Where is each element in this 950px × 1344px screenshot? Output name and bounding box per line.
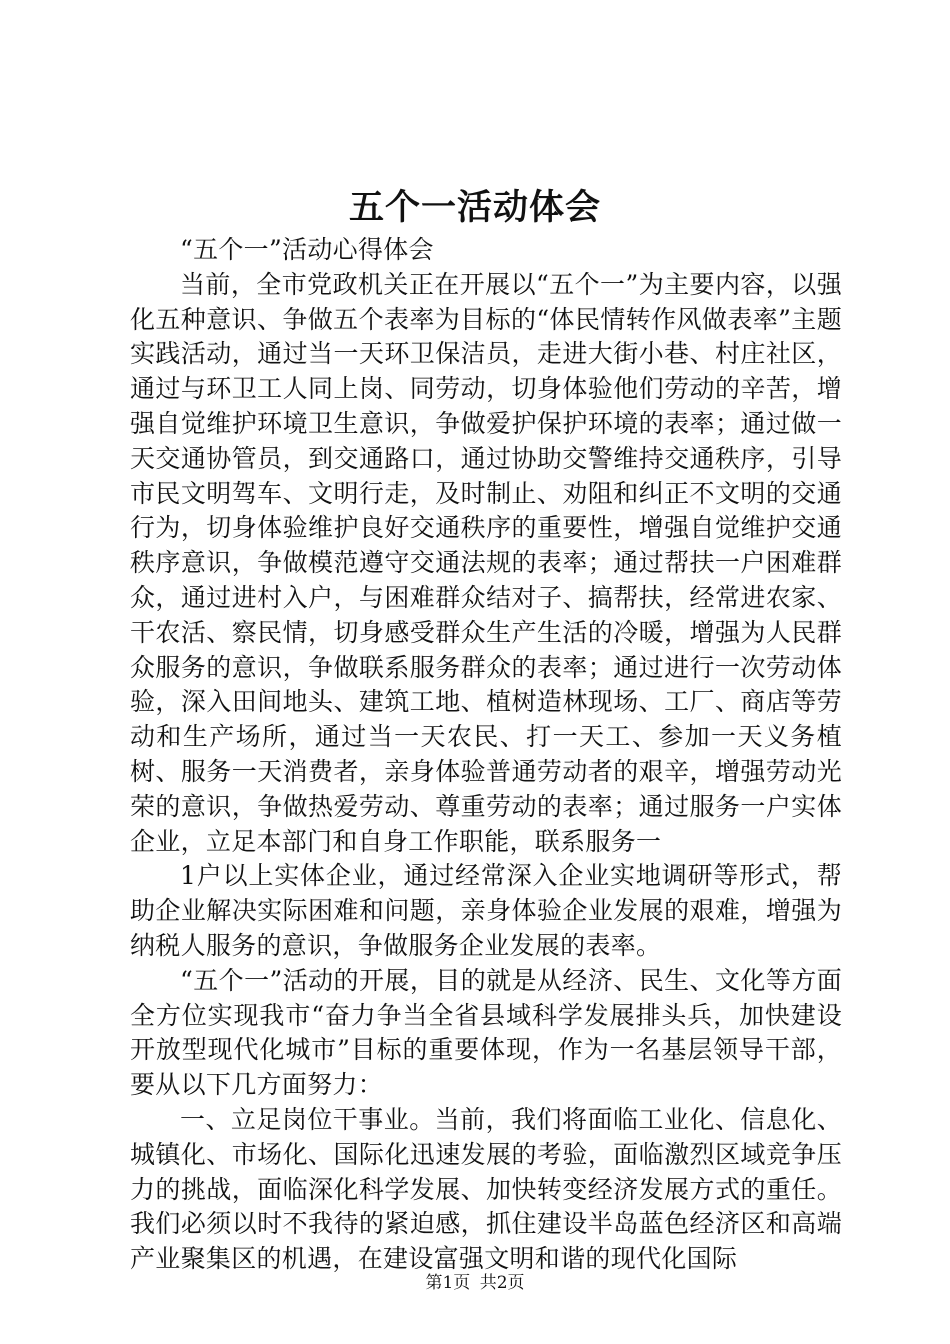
page-number: 第1页 xyxy=(425,1273,471,1293)
document-subtitle: “五个一”活动心得体会 xyxy=(180,235,434,264)
page-total: 共2页 xyxy=(479,1273,525,1293)
paragraph: “五个一”活动的开展，目的就是从经济、民生、文化等方面全方位实现我市“奋力争当全省县域科学发展排头兵，加快建设开放型现代化城市”目标的重要体现，作为一名基层领导干部，要从以下几方面努力： xyxy=(130,965,842,1100)
paragraph: 1户以上实体企业，通过经常深入企业实地调研等形式，帮助企业解决实际困难和问题，亲身体验企业发展的艰难，增强为纳税人服务的意识，争做服务企业发展的表率。 xyxy=(130,861,842,960)
paragraph: 当前，全市党政机关正在开展以“五个一”为主要内容，以强化五种意识、争做五个表率为目标的“体民情转作风做表率”主题实践活动，通过当一天环卫保洁员，走进大街小巷、村庄社区，通过与环卫工人同上岗、同劳动，切身体验他们劳动的辛苦，增强自觉维护环境卫生意识，争做爱护保护环境的表率；通过做一天交通协管员，到交通路口，通过协助交警维持交通秩序，引导市民文明驾车、文明行走，及时制止、劝阻和纠正不文明的交通行为，切身体验维护良好交通秩序的重要性，增强自觉维护交通秩序意识，争做模范遵守交通法规的表率；通过帮扶一户困难群众，通过进村入户，与困难群众结对子、搞帮扶，经常进农家、干农活、察民情，切身感受群众生产生活的冷暖，增强为人民群众服务的意识，争做联系服务群众的表率；通过进行一次劳动体验，深入田间地头、建筑工地、植树造林现场、工厂、商店等劳动和生产场所，通过当一天农民、打一天工、参加一天义务植树、服务一天消费者，亲身体验普通劳动者的艰辛，增强劳动光荣的意识，争做热爱劳动、尊重劳动的表率；通过服务一户实体企业，立足本部门和自身工作职能，联系服务一 xyxy=(130,269,842,856)
page-footer xyxy=(0,1271,950,1295)
document-title: 五个一活动体会 xyxy=(348,187,601,228)
document-body xyxy=(130,233,842,1277)
paragraph: 一、立足岗位干事业。当前，我们将面临工业化、信息化、城镇化、市场化、国际化迅速发展的考验，面临激烈区域竞争压力的挑战，面临深化科学发展、加快转变经济发展方式的重任。我们必须以时不我待的紧迫感，抓住建设半岛蓝色经济区和高端产业聚集区的机遇，在建设富强文明和谐的现代化国际 xyxy=(130,1104,842,1274)
